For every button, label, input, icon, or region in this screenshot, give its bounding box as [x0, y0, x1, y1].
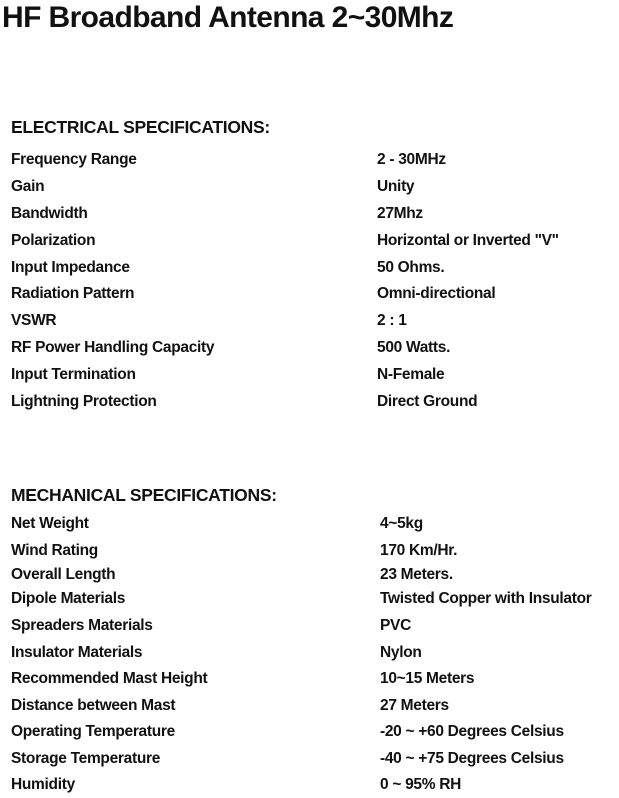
spec-label: Storage Temperature [11, 750, 161, 767]
spec-row-operating-temperature [0, 722, 619, 744]
spec-label: Recommended Mast Height [11, 670, 208, 687]
spec-row-lightning-protection [0, 392, 619, 414]
spec-row-distance-between-mast [0, 696, 619, 718]
spec-label: Humidity [11, 776, 75, 793]
electrical-specifications-heading: ELECTRICAL SPECIFICATIONS: [11, 117, 270, 137]
spec-value: Twisted Copper with Insulator [380, 590, 592, 607]
spec-value: 170 Km/Hr. [380, 542, 458, 559]
spec-label: Distance between Mast [11, 697, 176, 714]
spec-label: Overall Length [11, 566, 116, 583]
spec-label: Wind Rating [11, 542, 98, 559]
spec-value: -40 ~ +75 Degrees Celsius [380, 750, 564, 767]
spec-value: 500 Watts. [377, 339, 451, 356]
spec-value: N-Female [377, 366, 445, 383]
spec-label: Lightning Protection [11, 393, 157, 410]
spec-row-storage-temperature [0, 749, 619, 771]
spec-label: RF Power Handling Capacity [11, 339, 215, 356]
spec-row-recommended-mast-height [0, 669, 619, 691]
spec-value: 50 Ohms. [377, 259, 445, 276]
spec-row-dipole-materials [0, 589, 619, 611]
spec-row-bandwidth [0, 204, 619, 226]
spec-value: 23 Meters. [380, 566, 453, 583]
spec-row-frequency-range [0, 150, 619, 172]
mechanical-specifications-heading: MECHANICAL SPECIFICATIONS: [11, 485, 277, 505]
spec-value: Horizontal or Inverted "V" [377, 232, 559, 249]
spec-row-rf-power-handling [0, 338, 619, 360]
spec-value: 2 - 30MHz [377, 151, 446, 168]
spec-value: 4~5kg [380, 515, 423, 532]
spec-row-input-termination [0, 365, 619, 387]
spec-label: Net Weight [11, 515, 89, 532]
spec-row-input-impedance [0, 258, 619, 280]
spec-row-gain [0, 177, 619, 199]
spec-value: 2 : 1 [377, 312, 407, 329]
spec-label: Gain [11, 178, 45, 195]
spec-label: Insulator Materials [11, 644, 143, 661]
spec-label: Frequency Range [11, 151, 137, 168]
spec-row-net-weight [0, 514, 619, 536]
spec-value: Nylon [380, 644, 422, 661]
spec-row-radiation-pattern [0, 284, 619, 306]
spec-row-insulator-materials [0, 643, 619, 665]
spec-row-wind-rating [0, 541, 619, 563]
spec-value: -20 ~ +60 Degrees Celsius [380, 723, 564, 740]
spec-label: Input Impedance [11, 259, 130, 276]
spec-row-overall-length [0, 565, 619, 587]
spec-label: VSWR [11, 312, 57, 329]
spec-value: 27 Meters [380, 697, 449, 714]
spec-row-spreaders-materials [0, 616, 619, 638]
spec-row-humidity [0, 775, 619, 797]
page-title: HF Broadband Antenna 2~30Mhz [2, 1, 454, 34]
spec-value: Unity [377, 178, 415, 195]
spec-row-vswr [0, 311, 619, 333]
spec-label: Bandwidth [11, 205, 88, 222]
spec-value: Omni-directional [377, 285, 496, 302]
spec-label: Spreaders Materials [11, 617, 153, 634]
spec-value: 27Mhz [377, 205, 423, 222]
spec-row-polarization [0, 231, 619, 253]
spec-value: Direct Ground [377, 393, 478, 410]
spec-label: Radiation Pattern [11, 285, 135, 302]
spec-label: Operating Temperature [11, 723, 175, 740]
spec-label: Input Termination [11, 366, 136, 383]
spec-value: 0 ~ 95% RH [380, 776, 462, 793]
spec-value: PVC [380, 617, 411, 634]
spec-value: 10~15 Meters [380, 670, 475, 687]
spec-label: Dipole Materials [11, 590, 126, 607]
spec-label: Polarization [11, 232, 96, 249]
